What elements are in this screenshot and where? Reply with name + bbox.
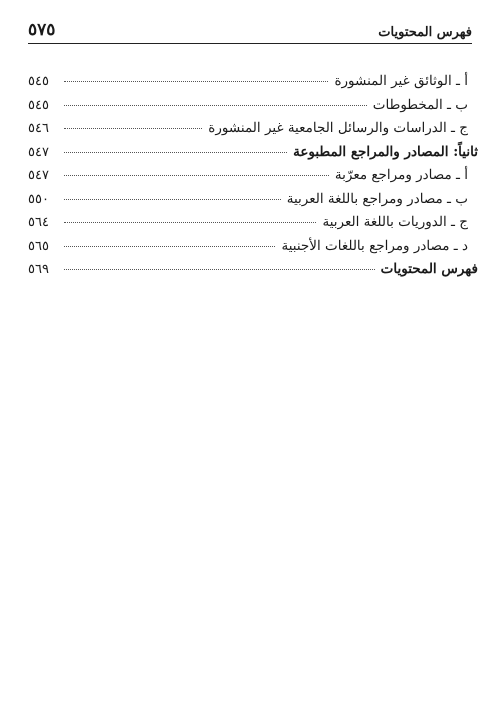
toc-entry-page-number: ٥٥٠ (28, 191, 49, 207)
toc-entry (28, 261, 478, 285)
toc-entry (28, 73, 478, 97)
toc-entry-label: ثانياً: المصادر والمراجع المطبوعة (293, 143, 478, 160)
table-of-contents (28, 73, 478, 285)
toc-entry-label: فهرس المحتويات (380, 261, 478, 277)
toc-entry-page-number: ٥٤٧ (28, 168, 49, 183)
toc-entry-page-number: ٥٤٥ (28, 74, 49, 89)
toc-entry-page-number: ٥٦٥ (28, 238, 49, 254)
toc-entry-page-number: ٥٤٧ (28, 144, 49, 160)
toc-entry (28, 214, 478, 238)
toc-entry-page-number: ٥٦٤ (28, 215, 49, 230)
toc-entry-page-number: ٥٦٩ (28, 262, 49, 277)
toc-entry (28, 97, 478, 121)
dot-leader (64, 199, 281, 200)
dot-leader (64, 246, 275, 247)
toc-entry (28, 238, 478, 262)
toc-entry-label: د ـ مصادر ومراجع باللغات الأجنبية (281, 237, 468, 254)
toc-entry (28, 120, 478, 144)
toc-entry (28, 191, 478, 215)
toc-entry (28, 167, 478, 191)
page-header (28, 14, 472, 44)
toc-entry-page-number: ٥٤٦ (28, 121, 49, 136)
page-number: ٥٧٥ (28, 20, 56, 40)
dot-leader (64, 175, 329, 176)
dot-leader (64, 105, 367, 106)
dot-leader (64, 128, 202, 129)
toc-entry-page-number: ٥٤٥ (28, 97, 49, 113)
toc-entry-label: أ ـ مصادر ومراجع معرّبة (334, 167, 468, 183)
toc-entry (28, 144, 478, 168)
toc-entry-label: ج ـ الدوريات باللغة العربية (322, 214, 468, 230)
running-title: فهرس المحتويات (378, 25, 472, 40)
toc-entry-label: ب ـ مصادر ومراجع باللغة العربية (286, 190, 468, 207)
dot-leader (64, 81, 328, 82)
toc-entry-label: ب ـ المخطوطات (372, 96, 468, 113)
toc-entry-label: ج ـ الدراسات والرسائل الجامعية غير المنشورة (208, 120, 468, 136)
toc-entry-label: أ ـ الوثائق غير المنشورة (334, 73, 468, 89)
dot-leader (64, 269, 375, 270)
dot-leader (64, 222, 316, 223)
dot-leader (64, 152, 287, 153)
